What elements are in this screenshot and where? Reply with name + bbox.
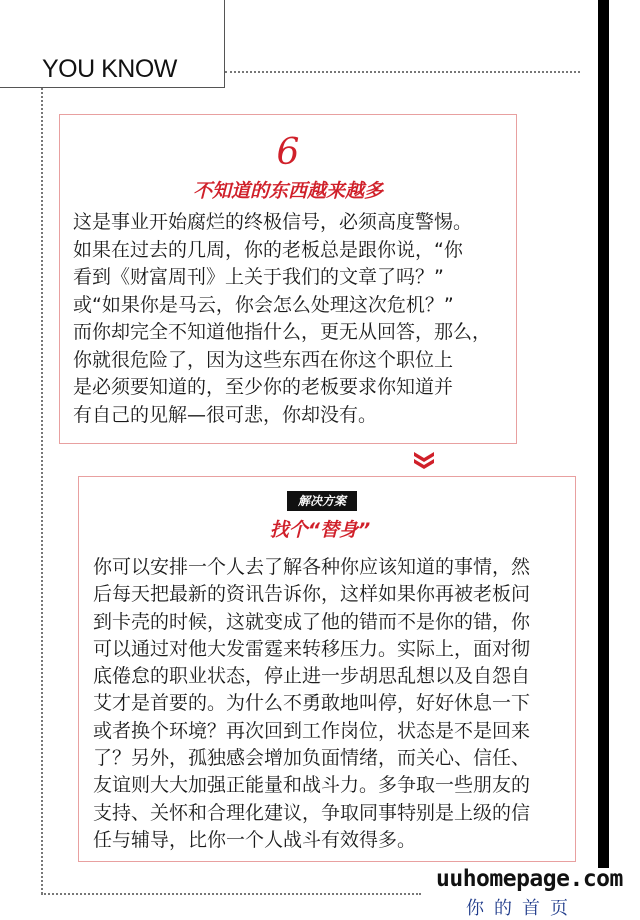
body-line: 或者换个环境？再次回到工作岗位，状态是不是回来 <box>93 719 531 742</box>
body-line: 是必须要知道的，至少你的老板要求你知道并 <box>73 376 454 398</box>
dotted-divider-left <box>41 88 43 894</box>
body-line: 支持、关怀和合理化建议，争取同事特别是上级的信 <box>93 801 531 824</box>
body-line: 艾才是首要的。为什么不勇敢地叫停，好好休息一下 <box>93 692 531 715</box>
body-line: 友谊则大大加强正能量和战斗力。多争取一些朋友的 <box>93 774 531 797</box>
body-line: 看到《财富周刊》上关于我们的文章了吗？” <box>73 266 444 288</box>
body-line: 了？另外，孤独感会增加负面情绪，而关心、信任、 <box>93 747 531 770</box>
body-line: 可以通过对他大发雷霆来转移压力。实际上，面对彻 <box>93 637 531 660</box>
dotted-divider-top <box>225 71 580 73</box>
body-line: 而你却完全不知道他指什么，更无从回答，那么， <box>73 321 492 343</box>
body-line: 任与辅导，比你一个人战斗有效得多。 <box>93 828 417 851</box>
solution-badge: 解决方案 <box>287 491 357 511</box>
item-body <box>73 209 511 429</box>
watermark-site: uuhomepage.com <box>436 866 623 892</box>
section-tag: YOU KNOW <box>42 55 177 83</box>
body-line: 如果在过去的几周，你的老板总是跟你说，“你 <box>73 238 463 261</box>
body-line: 或“如果你是马云，你会怎么处理这次危机？” <box>73 293 454 316</box>
body-line: 后每天把最新的资讯告诉你，这样如果你再被老板问 <box>93 583 531 606</box>
dotted-divider-bottom <box>41 893 421 895</box>
body-line: 这是事业开始腐烂的终极信号，必须高度警惕。 <box>73 211 473 233</box>
body-line: 到卡壳的时候，这就变成了他的错而不是你的错，你 <box>93 610 531 633</box>
item-title: 不知道的东西越来越多 <box>192 180 383 202</box>
body-line: 有自己的见解—很可悲，你却没有。 <box>73 403 378 426</box>
body-line: 你可以安排一个人去了解各种你应该知道的事情，然 <box>93 556 531 578</box>
watermark-caption: 你的首页 <box>466 898 578 919</box>
solution-body <box>93 554 565 854</box>
solution-title: 找个“替身” <box>269 519 371 541</box>
page-edge-bar <box>598 0 609 868</box>
body-line: 你就很危险了，因为这些东西在你这个职位上 <box>73 348 454 371</box>
double-chevron-down-icon <box>412 450 436 470</box>
item-number: 6 <box>276 132 300 173</box>
body-line: 底倦怠的职业状态，停止进一步胡思乱想以及自怨自 <box>93 665 531 688</box>
